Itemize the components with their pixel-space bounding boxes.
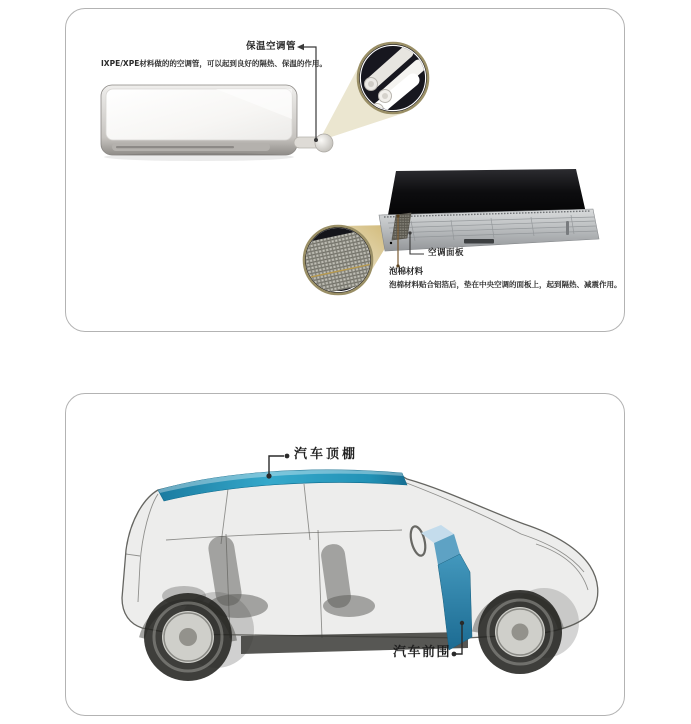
foam-description: 泡棉材料贴合铝箔后，垫在中央空调的面板上，起到隔热、减震作用。 — [389, 280, 622, 289]
ac-panel-label: 空调面板 — [428, 248, 465, 258]
pipe-description: IXPE/XPE材料做的的空调管，可以起到良好的隔热、保温的作用。 — [101, 59, 327, 68]
car-applications-panel — [65, 393, 625, 716]
wall-ac-illustration — [101, 85, 333, 161]
foam-material-label: 泡棉材料 — [389, 267, 424, 277]
transparent-car-illustration — [66, 394, 624, 715]
air-conditioner-applications-panel — [65, 8, 625, 332]
pipe-label: 保温空调管 — [245, 41, 296, 52]
ceiling-ac-illustration — [379, 169, 599, 251]
front-wheel — [478, 590, 562, 674]
car-roof-label: 汽车顶棚 — [294, 447, 359, 462]
car-front-label: 汽车前围 — [393, 645, 452, 660]
car-body — [122, 470, 598, 681]
rear-wheel — [144, 593, 232, 681]
